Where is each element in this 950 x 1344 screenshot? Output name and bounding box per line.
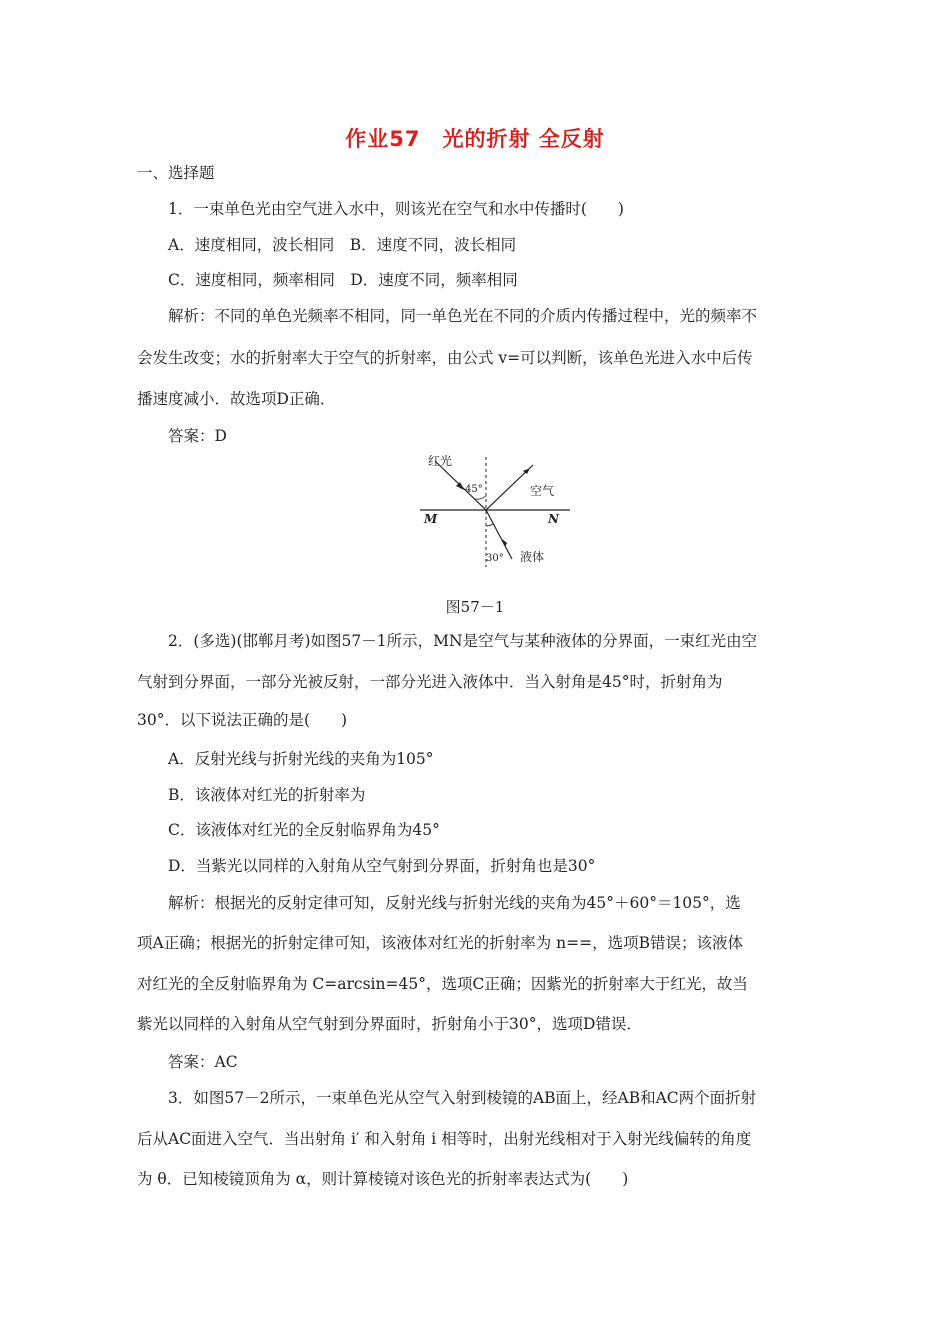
q1-option-cd: C．速度相同，频率相同 D．速度不同，频率相同 [168,271,518,289]
q1-stem: 1．一束单色光由空气进入水中，则该光在空气和水中传播时( ) [168,200,624,218]
q2-analysis-line-3: 对红光的全反射临界角为 C=arcsin=45°，选项C正确；因紫光的折射率大于红光，故当 [137,975,748,993]
q1-analysis-line-1: 解析：不同的单色光频率不相同，同一单色光在不同的介质内传播过程中，光的频率不 [168,307,758,325]
q2-option-b: B．该液体对红光的折射率为 [168,786,366,804]
q2-stem-line-2: 气射到分界面，一部分光被反射，一部分光进入液体中．当入射角是45°时，折射角为 [137,673,723,691]
q2-stem-line-3: 30°．以下说法正确的是( ) [137,711,348,729]
q2-analysis-line-2: 项A正确；根据光的折射定律可知，该液体对红光的折射率为 n==，选项B错误；该液体 [137,934,743,952]
q1-analysis-line-2: 会发生改变；水的折射率大于空气的折射率，由公式 v=可以判断，该单色光进入水中后传 [137,349,753,367]
q3-stem-line-3: 为 θ．已知棱镜顶角为 α，则计算棱镜对该色光的折射率表达式为( ) [137,1170,629,1188]
label-red-light: 红光 [428,455,453,468]
figure-caption: 图57－1 [445,598,505,616]
q2-option-d: D．当紫光以同样的入射角从空气射到分界面，折射角也是30° [168,857,596,875]
refraction-angle-arc [486,524,493,526]
q2-answer: 答案：AC [168,1053,238,1071]
q3-stem-line-2: 后从AC面进入空气．当出射角 i′ 和入射角 i 相等时，出射光线相对于入射光线偏转的角度 [137,1130,752,1148]
incident-arrow-icon [456,482,464,490]
section-heading: 一、选择题 [137,164,215,182]
q1-answer: 答案：D [168,427,227,445]
label-m: M [424,512,438,526]
label-n: N [548,512,559,526]
refraction-diagram [420,455,570,575]
label-30-degrees: 30° [486,553,504,564]
q1-analysis-line-3: 播速度减小．故选项D正确． [137,390,336,408]
q2-option-a: A．反射光线与折射光线的夹角为105° [168,750,434,768]
q1-option-ab: A．速度相同，波长相同 B．速度不同，波长相同 [168,236,517,254]
q2-analysis-line-4: 紫光以同样的入射角从空气射到分界面时，折射角小于30°，选项D错误． [137,1015,642,1033]
q2-stem-line-1: 2．(多选)(邯郸月考)如图57－1所示，MN是空气与某种液体的分界面，一束红光由空 [168,632,758,650]
label-45-degrees: 45° [465,484,483,495]
q3-stem-line-1: 3．如图57－2所示，一束单色光从空气入射到棱镜的AB面上，经AB和AC两个面折射 [168,1089,757,1107]
incident-angle-arc [475,496,486,499]
label-liquid: 液体 [520,550,545,564]
q2-analysis-line-1: 解析：根据光的反射定律可知，反射光线与折射光线的夹角为45°＋60°＝105°，选 [168,894,741,912]
page-title: 作业57 光的折射 全反射 [345,127,605,151]
label-air: 空气 [530,484,555,498]
refracted-ray [486,510,512,559]
q2-option-c: C．该液体对红光的全反射临界角为45° [168,821,440,839]
